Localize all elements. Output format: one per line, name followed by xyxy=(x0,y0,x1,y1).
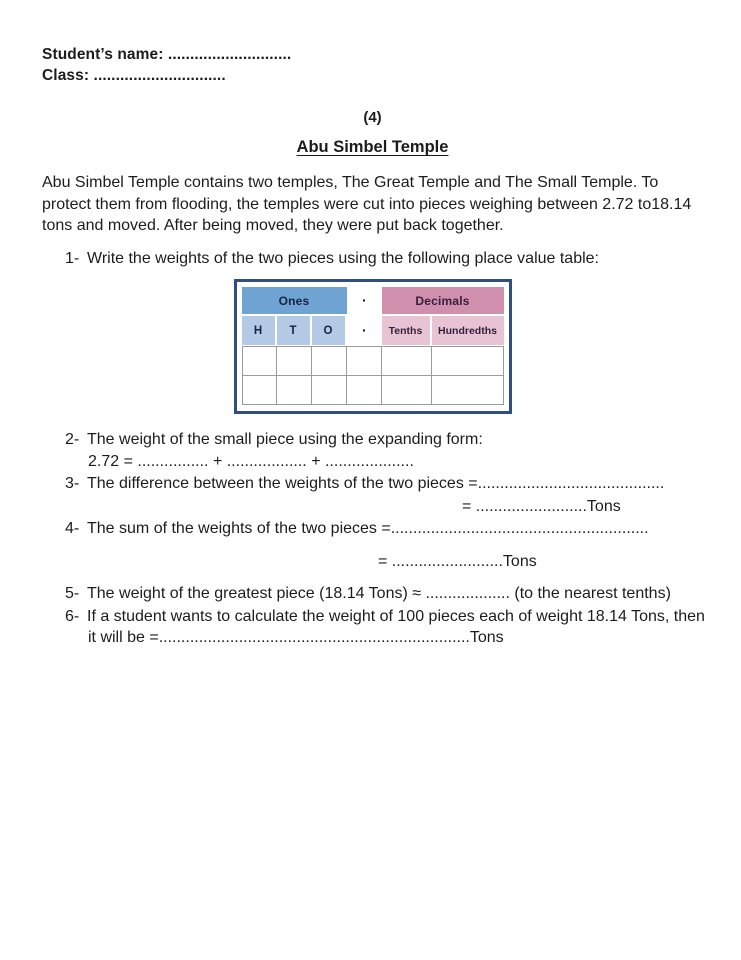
table-empty-row xyxy=(242,346,504,376)
question-1-number: 1- xyxy=(65,249,80,267)
table-column-header-row xyxy=(242,316,504,345)
tenths-column-header: Tenths xyxy=(382,316,432,345)
ones-column-header: O xyxy=(312,316,347,345)
table-empty-row xyxy=(242,376,504,405)
table-group-header-row xyxy=(242,287,504,314)
question-3-answer-blank: = .........................Tons xyxy=(462,497,621,515)
student-name-label: Student’s name: xyxy=(42,46,164,63)
empty-cell xyxy=(312,376,347,405)
empty-cell xyxy=(432,376,504,405)
decimals-group-header: Decimals xyxy=(382,287,504,314)
hundreds-column-header: H xyxy=(242,316,277,345)
question-5 xyxy=(65,583,703,605)
decimal-point-cell: . xyxy=(347,287,382,314)
question-3 xyxy=(65,473,703,495)
hundredths-column-header: Hundredths xyxy=(432,316,504,345)
empty-cell xyxy=(242,346,277,376)
place-value-table xyxy=(234,279,512,414)
tens-column-header: T xyxy=(277,316,312,345)
decimal-point-cell: . xyxy=(347,316,382,345)
question-2-expansion-blank: 2.72 = ................ + .................. + .................... xyxy=(88,452,414,470)
empty-cell xyxy=(382,376,432,405)
question-1-text: Write the weights of the two pieces using the following place value table: xyxy=(87,249,599,267)
question-2-number: 2- xyxy=(65,431,80,448)
student-name-line xyxy=(42,44,703,65)
question-2 xyxy=(65,429,703,451)
question-6-number: 6- xyxy=(65,607,80,625)
question-4-number: 4- xyxy=(65,520,80,537)
class-line xyxy=(42,65,703,86)
question-1 xyxy=(65,248,703,270)
intro-paragraph: Abu Simbel Temple contains two temples, The Great Temple and The Small Temple. To protect them from flooding, the temples were cut into pieces weighing between 2.72 to18.14 tons and moved. After being moved, they were put back together. xyxy=(42,174,692,234)
empty-cell xyxy=(432,346,504,376)
question-5-text: The weight of the greatest piece (18.14 Tons) ≈ ................... (to the nearest tenths) xyxy=(87,585,671,602)
question-6 xyxy=(65,606,703,628)
empty-cell xyxy=(382,346,432,376)
page-title: Abu Simbel Temple xyxy=(296,138,449,156)
question-4-answer-blank: = .........................Tons xyxy=(378,552,537,570)
class-label: Class: xyxy=(42,67,90,84)
empty-cell xyxy=(277,376,312,405)
question-3-text: The difference between the weights of the two pieces =.......................................... xyxy=(87,475,665,492)
student-name-blank: ............................ xyxy=(167,46,292,63)
empty-cell xyxy=(347,376,382,405)
page-number: (4) xyxy=(363,109,382,126)
question-5-number: 5- xyxy=(65,585,80,602)
empty-cell xyxy=(312,346,347,376)
question-4 xyxy=(65,518,703,540)
question-4-text: The sum of the weights of the two pieces =.......................................................... xyxy=(87,520,649,537)
empty-cell xyxy=(277,346,312,376)
empty-cell xyxy=(242,376,277,405)
question-6-text: If a student wants to calculate the weight of 100 pieces each of weight 18.14 Tons, then xyxy=(87,607,705,625)
empty-cell xyxy=(347,346,382,376)
ones-group-header: Ones xyxy=(242,287,347,314)
question-3-number: 3- xyxy=(65,475,80,492)
class-blank: .............................. xyxy=(93,67,226,84)
question-6-answer-blank: it will be =......................................................................Tons xyxy=(88,629,504,646)
question-2-text: The weight of the small piece using the expanding form: xyxy=(87,431,483,448)
